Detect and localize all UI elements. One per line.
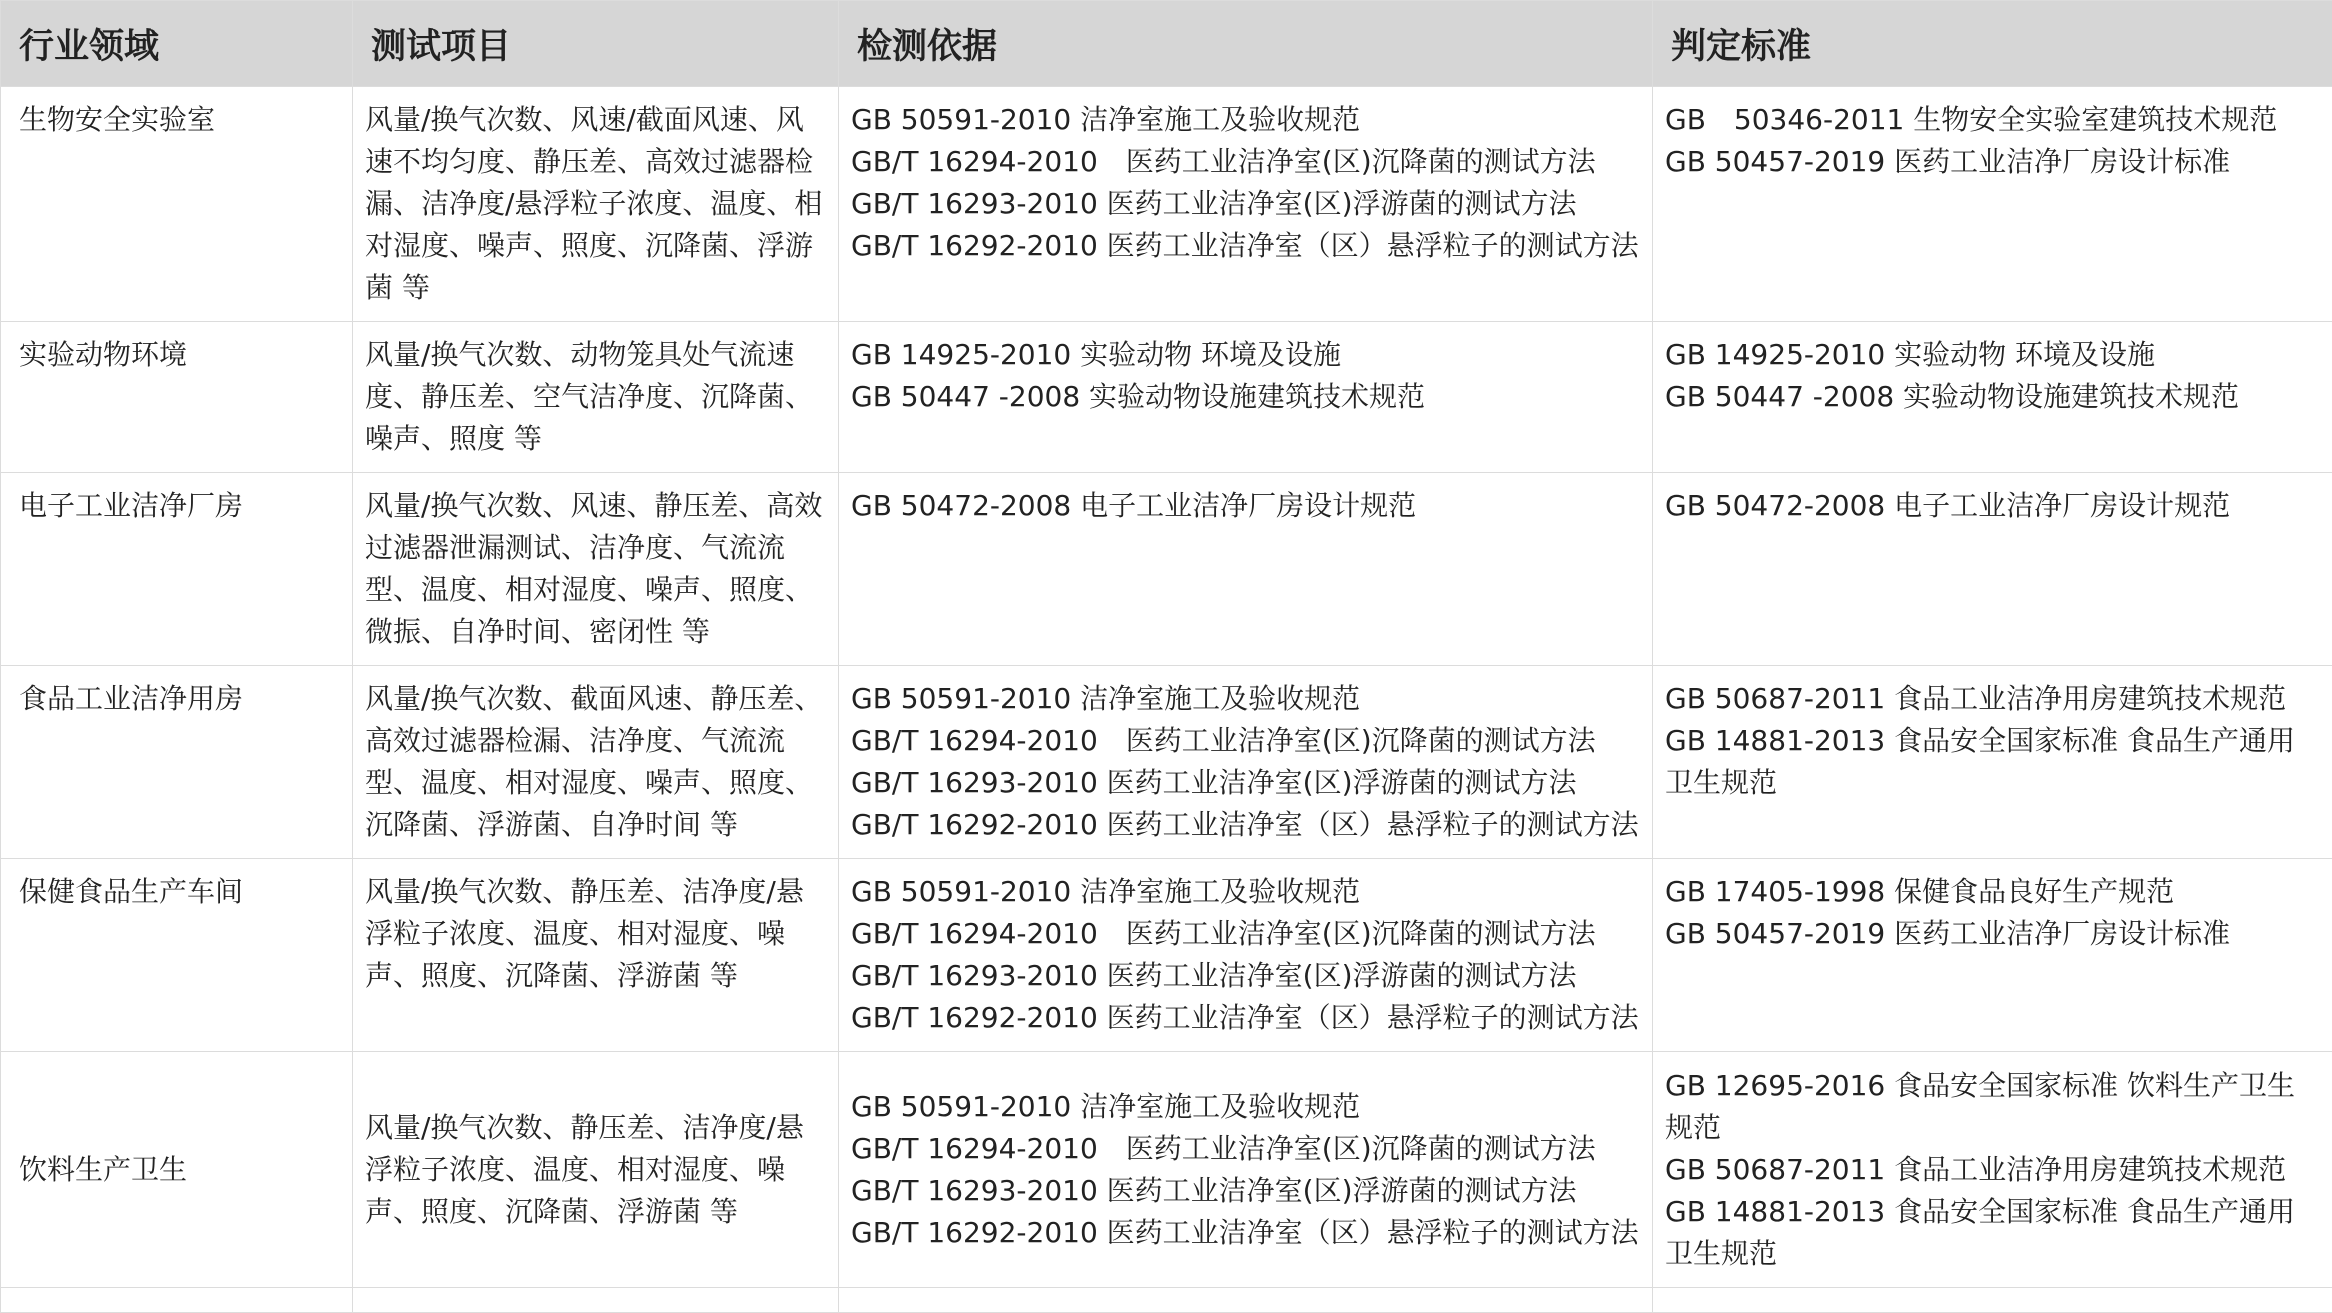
criteria-line: GB 50447 -2008 实验动物设施建筑技术规范 — [1665, 376, 2320, 418]
basis-line: GB/T 16294-2010 医药工业洁净室(区)沉降菌的测试方法 — [851, 141, 1640, 183]
basis-line: GB/T 16293-2010 医药工业洁净室(区)浮游菌的测试方法 — [851, 1170, 1640, 1212]
basis-line: GB/T 16293-2010 医药工业洁净室(区)浮游菌的测试方法 — [851, 183, 1640, 225]
test-items-cell: 风量/换气次数、风速、静压差、高效过滤器泄漏测试、洁净度、气流流型、温度、相对湿度、噪声、照度、微振、自净时间、密闭性 等 — [353, 473, 839, 666]
basis-line: GB 14925-2010 实验动物 环境及设施 — [851, 334, 1640, 376]
industry-cell: 保健食品生产车间 — [1, 859, 353, 1052]
basis-line: GB 50472-2008 电子工业洁净厂房设计规范 — [851, 485, 1640, 527]
table-row — [1, 1052, 2332, 1288]
basis-line: GB 50447 -2008 实验动物设施建筑技术规范 — [851, 376, 1640, 418]
industry-cell: 食品工业洁净用房 — [1, 666, 353, 859]
criteria-line: GB 17405-1998 保健食品良好生产规范 — [1665, 871, 2320, 913]
criteria-line: GB 14881-2013 食品安全国家标准 食品生产通用卫生规范 — [1665, 1191, 2320, 1275]
basis-cell — [839, 473, 1653, 666]
basis-cell — [839, 87, 1653, 322]
criteria-line: GB 12695-2016 食品安全国家标准 饮料生产卫生规范 — [1665, 1065, 2320, 1149]
industry-cell: 饮料生产卫生 — [1, 1052, 353, 1288]
criteria-cell — [1653, 473, 2332, 666]
criteria-line: GB 50346-2011 生物安全实验室建筑技术规范 — [1665, 99, 2320, 141]
basis-cell — [839, 1052, 1653, 1288]
header-test-items: 测试项目 — [353, 1, 839, 87]
criteria-line: GB 50457-2019 医药工业洁净厂房设计标准 — [1665, 141, 2320, 183]
criteria-line: GB 14925-2010 实验动物 环境及设施 — [1665, 334, 2320, 376]
table-row-partial — [1, 1288, 2332, 1313]
criteria-line: GB 50472-2008 电子工业洁净厂房设计规范 — [1665, 485, 2320, 527]
basis-line: GB/T 16293-2010 医药工业洁净室(区)浮游菌的测试方法 — [851, 762, 1640, 804]
basis-line: GB/T 16292-2010 医药工业洁净室（区）悬浮粒子的测试方法 — [851, 225, 1640, 267]
table-header — [1, 1, 2332, 87]
test-items-cell: 风量/换气次数、截面风速、静压差、高效过滤器检漏、洁净度、气流流型、温度、相对湿度、噪声、照度、沉降菌、浮游菌、自净时间 等 — [353, 666, 839, 859]
criteria-cell — [1653, 322, 2332, 473]
criteria-line: GB 50687-2011 食品工业洁净用房建筑技术规范 — [1665, 1149, 2320, 1191]
industry-cell: 实验动物环境 — [1, 322, 353, 473]
table-row — [1, 473, 2332, 666]
header-criteria: 判定标准 — [1653, 1, 2332, 87]
industry-cell: 生物安全实验室 — [1, 87, 353, 322]
header-industry: 行业领域 — [1, 1, 353, 87]
criteria-cell — [1653, 1052, 2332, 1288]
table-row — [1, 666, 2332, 859]
basis-line: GB 50591-2010 洁净室施工及验收规范 — [851, 871, 1640, 913]
basis-line: GB/T 16293-2010 医药工业洁净室(区)浮游菌的测试方法 — [851, 955, 1640, 997]
table-row — [1, 322, 2332, 473]
criteria-cell — [1653, 859, 2332, 1052]
empty-cell — [353, 1288, 839, 1313]
test-items-cell: 风量/换气次数、动物笼具处气流速度、静压差、空气洁净度、沉降菌、噪声、照度 等 — [353, 322, 839, 473]
basis-line: GB 50591-2010 洁净室施工及验收规范 — [851, 99, 1640, 141]
empty-cell — [839, 1288, 1653, 1313]
table-row — [1, 859, 2332, 1052]
basis-cell — [839, 666, 1653, 859]
empty-cell — [1653, 1288, 2332, 1313]
test-items-cell: 风量/换气次数、风速/截面风速、风速不均匀度、静压差、高效过滤器检漏、洁净度/悬浮粒子浓度、温度、相对湿度、噪声、照度、沉降菌、浮游菌 等 — [353, 87, 839, 322]
table-body — [1, 87, 2332, 1313]
basis-line: GB/T 16292-2010 医药工业洁净室（区）悬浮粒子的测试方法 — [851, 997, 1640, 1039]
basis-line: GB 50591-2010 洁净室施工及验收规范 — [851, 1086, 1640, 1128]
criteria-line: GB 14881-2013 食品安全国家标准 食品生产通用卫生规范 — [1665, 720, 2320, 804]
basis-line: GB/T 16294-2010 医药工业洁净室(区)沉降菌的测试方法 — [851, 913, 1640, 955]
header-row — [1, 1, 2332, 87]
test-items-cell: 风量/换气次数、静压差、洁净度/悬浮粒子浓度、温度、相对湿度、噪声、照度、沉降菌、浮游菌 等 — [353, 859, 839, 1052]
criteria-line: GB 50687-2011 食品工业洁净用房建筑技术规范 — [1665, 678, 2320, 720]
basis-cell — [839, 322, 1653, 473]
table-row — [1, 87, 2332, 322]
basis-line: GB/T 16294-2010 医药工业洁净室(区)沉降菌的测试方法 — [851, 1128, 1640, 1170]
criteria-cell — [1653, 87, 2332, 322]
test-items-cell: 风量/换气次数、静压差、洁净度/悬浮粒子浓度、温度、相对湿度、噪声、照度、沉降菌、浮游菌 等 — [353, 1052, 839, 1288]
criteria-cell — [1653, 666, 2332, 859]
basis-line: GB/T 16292-2010 医药工业洁净室（区）悬浮粒子的测试方法 — [851, 1212, 1640, 1254]
header-basis: 检测依据 — [839, 1, 1653, 87]
basis-line: GB/T 16294-2010 医药工业洁净室(区)沉降菌的测试方法 — [851, 720, 1640, 762]
basis-line: GB/T 16292-2010 医药工业洁净室（区）悬浮粒子的测试方法 — [851, 804, 1640, 846]
basis-cell — [839, 859, 1653, 1052]
industry-cell: 电子工业洁净厂房 — [1, 473, 353, 666]
criteria-line: GB 50457-2019 医药工业洁净厂房设计标准 — [1665, 913, 2320, 955]
empty-cell — [1, 1288, 353, 1313]
basis-line: GB 50591-2010 洁净室施工及验收规范 — [851, 678, 1640, 720]
